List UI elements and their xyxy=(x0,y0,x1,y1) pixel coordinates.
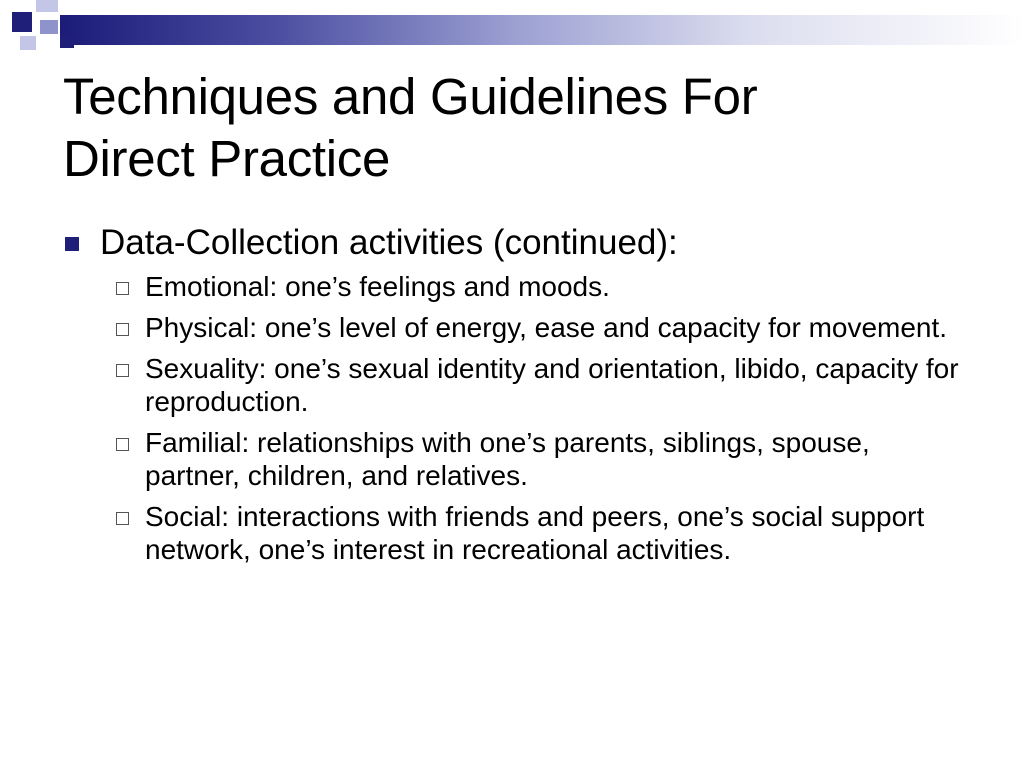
sub-bullet-item xyxy=(116,270,976,303)
decor-square-dark xyxy=(60,36,74,48)
hollow-square-bullet-icon xyxy=(116,512,129,525)
header-gradient-band xyxy=(60,15,1024,45)
slide-title xyxy=(63,66,983,190)
hollow-square-bullet-icon xyxy=(116,282,129,295)
decor-square-light xyxy=(20,36,36,50)
sub-bullet-item xyxy=(116,352,976,418)
sub-bullet-text: Emotional: one’s feelings and moods. xyxy=(145,271,610,302)
slide-title-line: Direct Practice xyxy=(63,130,391,187)
sub-bullet-item xyxy=(116,426,976,492)
sub-bullet-text: Physical: one’s level of energy, ease and capacity for movement. xyxy=(145,312,948,343)
decor-square-light xyxy=(36,0,58,12)
square-bullet-icon xyxy=(65,237,79,251)
level1-bullet-text: Data-Collection activities (continued): xyxy=(100,223,678,262)
sub-bullet-text: Social: interactions with friends and peers, one’s social support network, one’s interest in recreational activities. xyxy=(145,501,925,565)
sub-bullet-item xyxy=(116,311,976,344)
decor-square-dark xyxy=(12,12,32,32)
hollow-square-bullet-icon xyxy=(116,323,129,336)
sub-bullet-text: Familial: relationships with one’s parents, siblings, spouse, partner, children, and relatives. xyxy=(145,427,870,491)
decor-square-mid xyxy=(40,20,58,34)
sub-bullet-text: Sexuality: one’s sexual identity and orientation, libido, capacity for reproduction. xyxy=(145,353,959,417)
sub-bullet-item xyxy=(116,500,976,566)
hollow-square-bullet-icon xyxy=(116,364,129,377)
slide-title-line: Techniques and Guidelines For xyxy=(63,68,758,125)
hollow-square-bullet-icon xyxy=(116,438,129,451)
sub-bullet-list xyxy=(116,270,976,574)
level1-bullet-item xyxy=(65,222,985,264)
